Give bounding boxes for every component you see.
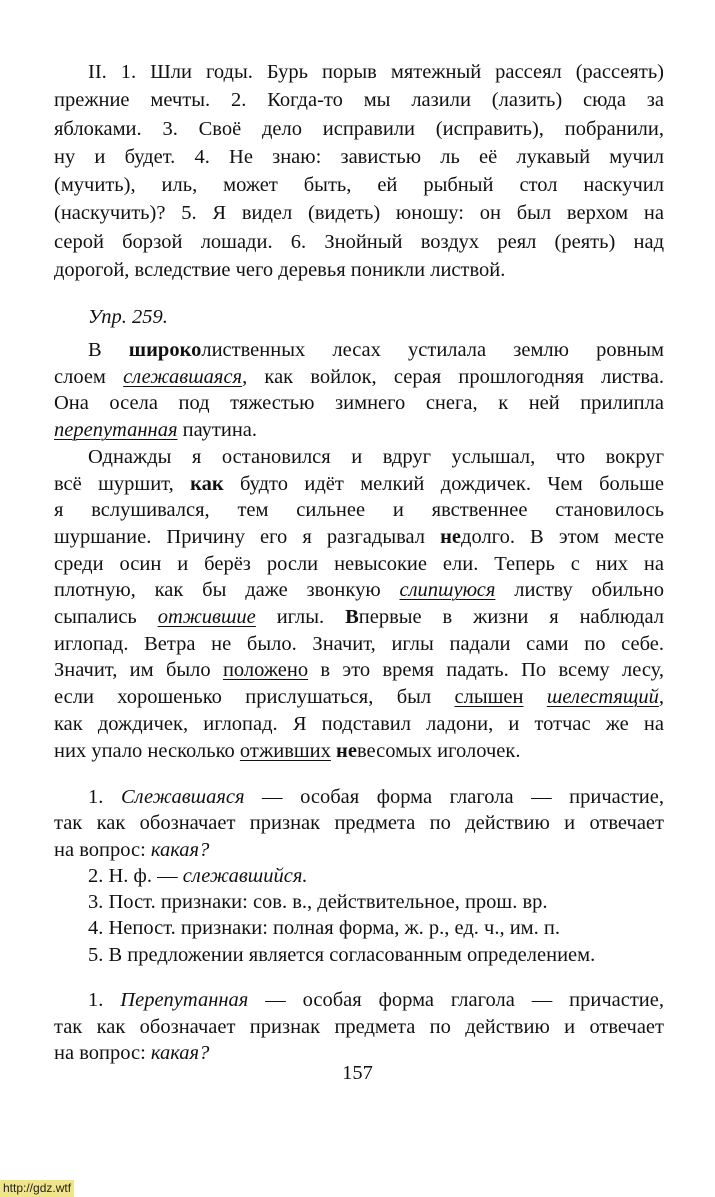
text-segment: Однажды я остановился и вдруг услышал, что вокруг — [88, 445, 664, 468]
text-segment: широко — [128, 339, 202, 361]
text-segment: если хорошенько прислушаться, был — [54, 686, 455, 709]
text-line — [54, 417, 664, 444]
text-segment: как дождичек, иглопад. Я подставил ладони, и тотчас же на — [54, 712, 664, 735]
text-segment: дорогой, вследствие чего деревья поникли листвой. — [54, 259, 506, 282]
text-segment: 2. Н. ф. — — [88, 864, 183, 887]
text-segment: — особая форма глагола — причастие, — [248, 989, 665, 1011]
analysis-slezhavshayasya — [54, 784, 664, 968]
text-line — [54, 228, 664, 256]
text-segment: так как обозначает признак предмета по действию и отвечает — [54, 1015, 664, 1038]
text-line — [54, 810, 664, 836]
text-segment: шелестящий — [546, 686, 659, 709]
text-segment: 1. — [88, 989, 121, 1011]
text-segment: них упало несколько — [54, 739, 240, 762]
text-segment: прежние мечты. 2. Когда-то мы лазили (лазить) сюда за — [54, 89, 664, 112]
text-segment: среди осин и берёз росли невысокие ели. Теперь с них на — [54, 552, 664, 575]
text-segment: весомых иголочек. — [356, 739, 521, 762]
text-segment: слышен — [454, 686, 524, 709]
text-segment: отжившие — [157, 606, 256, 629]
text-segment: не — [336, 739, 357, 762]
text-segment: II. 1. Шли годы. Бурь порыв мятежный рассеял (рассеять) — [88, 61, 664, 83]
text-segment: 5. В предложении является согласованным определением. — [88, 943, 596, 966]
text-segment: — особая форма глагола — причастие, — [244, 786, 665, 808]
text-segment — [524, 686, 547, 708]
text-segment: 4. Непост. признаки: полная форма, ж. р., ед. ч., им. п. — [88, 917, 560, 940]
text-segment: в это время падать. По всему лесу, — [308, 659, 665, 682]
text-line — [54, 738, 664, 765]
text-segment: на вопрос: — [54, 838, 151, 861]
text-line — [54, 631, 664, 658]
text-line — [54, 524, 664, 551]
text-segment: будто идёт мелкий дождичек. Чем больше — [223, 472, 664, 495]
text-segment: на вопрос: — [54, 1042, 151, 1064]
text-segment: я вслушивался, тем сильнее и явственнее становилось — [54, 499, 664, 522]
text-line — [54, 711, 664, 738]
text-segment: ну и будет. 4. Не знаю: завистью ль её лукавый мучил — [54, 145, 664, 168]
text-segment: сыпались — [54, 606, 158, 629]
text-line — [54, 889, 664, 915]
analysis-pereputannaya — [54, 987, 664, 1067]
text-segment: первые в жизни я наблюдал — [358, 606, 665, 629]
text-segment: иглопад. Ветра не было. Значит, иглы падали сами по себе. — [54, 632, 664, 655]
text-segment: всё шуршит, — [54, 472, 191, 495]
text-line — [54, 837, 664, 863]
text-line — [54, 497, 664, 524]
text-line — [54, 987, 664, 1014]
text-segment: слипшуюся — [399, 579, 496, 602]
text-segment: слежавшийся. — [182, 864, 308, 887]
text-line — [54, 604, 664, 631]
text-segment: плотную, как бы даже звонкую — [54, 579, 400, 602]
page-number: 157 — [342, 1062, 373, 1084]
text-line — [54, 58, 664, 86]
text-line — [54, 444, 664, 471]
text-segment: (мучить), иль, может быть, ей рыбный стол наскучил — [54, 174, 664, 197]
text-segment: слоем — [54, 365, 124, 388]
text-segment: отживших — [239, 739, 331, 762]
text-segment: серой борзой лошади. 6. Знойный воздух реял (реять) над — [54, 230, 664, 253]
text-segment: , — [658, 686, 664, 709]
text-segment: как — [190, 472, 224, 495]
text-segment: долго. В этом месте — [461, 525, 664, 548]
text-segment: шуршание. Причину его я разгадывал — [54, 525, 441, 548]
text-line — [54, 551, 664, 578]
text-segment: Перепутанная — [120, 989, 249, 1011]
text-segment: , как войлок, серая прошлогодняя листва. — [242, 365, 665, 388]
exercise-heading: Упр. 259. — [88, 306, 168, 328]
text-line — [54, 915, 664, 941]
text-line — [54, 171, 664, 199]
text-segment: яблоками. 3. Своё дело исправили (исправить), побранили, — [54, 117, 664, 140]
text-segment: паутина. — [177, 419, 258, 442]
text-line — [54, 115, 664, 143]
text-segment: (наскучить)? 5. Я видел (видеть) юношу: он был верхом на — [54, 202, 664, 225]
text-line — [54, 942, 664, 968]
text-line — [54, 86, 664, 114]
text-segment: Слежавшаяся — [120, 786, 245, 808]
text-line — [54, 390, 664, 417]
text-segment: 1. — [88, 786, 121, 808]
text-line — [54, 471, 664, 498]
text-line — [54, 143, 664, 171]
text-segment: какая? — [150, 838, 210, 861]
text-line — [54, 256, 664, 284]
text-line — [54, 684, 664, 711]
text-segment: листву обильно — [495, 579, 664, 602]
text-segment: положено — [222, 659, 309, 682]
text-segment: В — [345, 606, 359, 629]
site-link[interactable]: http://gdz.wtf — [0, 1180, 74, 1197]
text-segment: иглы. — [255, 606, 346, 629]
text-segment: В — [88, 339, 129, 361]
text-segment: какая? — [150, 1042, 210, 1064]
text-line — [54, 199, 664, 227]
text-segment: перепутанная — [54, 419, 178, 442]
text-line — [54, 784, 664, 810]
answer-paragraph-part-2 — [54, 58, 664, 284]
text-line — [54, 657, 664, 684]
text-line — [54, 364, 664, 391]
text-segment: слежавшаяся — [123, 365, 243, 388]
text-line — [54, 1014, 664, 1041]
text-segment: Значит, им было — [54, 659, 223, 682]
exercise-text — [54, 337, 664, 764]
text-line — [54, 337, 664, 364]
text-segment: не — [440, 525, 462, 548]
text-segment: 3. Пост. признаки: сов. в., действительное, прош. вр. — [88, 891, 548, 914]
text-line — [54, 577, 664, 604]
text-segment: Она осела под тяжестью зимнего снега, к ней прилипла — [54, 392, 664, 415]
text-segment: так как обозначает признак предмета по действию и отвечает — [54, 812, 664, 835]
text-line — [54, 863, 664, 889]
text-segment: лиственных лесах устилала землю ровным — [201, 339, 664, 361]
